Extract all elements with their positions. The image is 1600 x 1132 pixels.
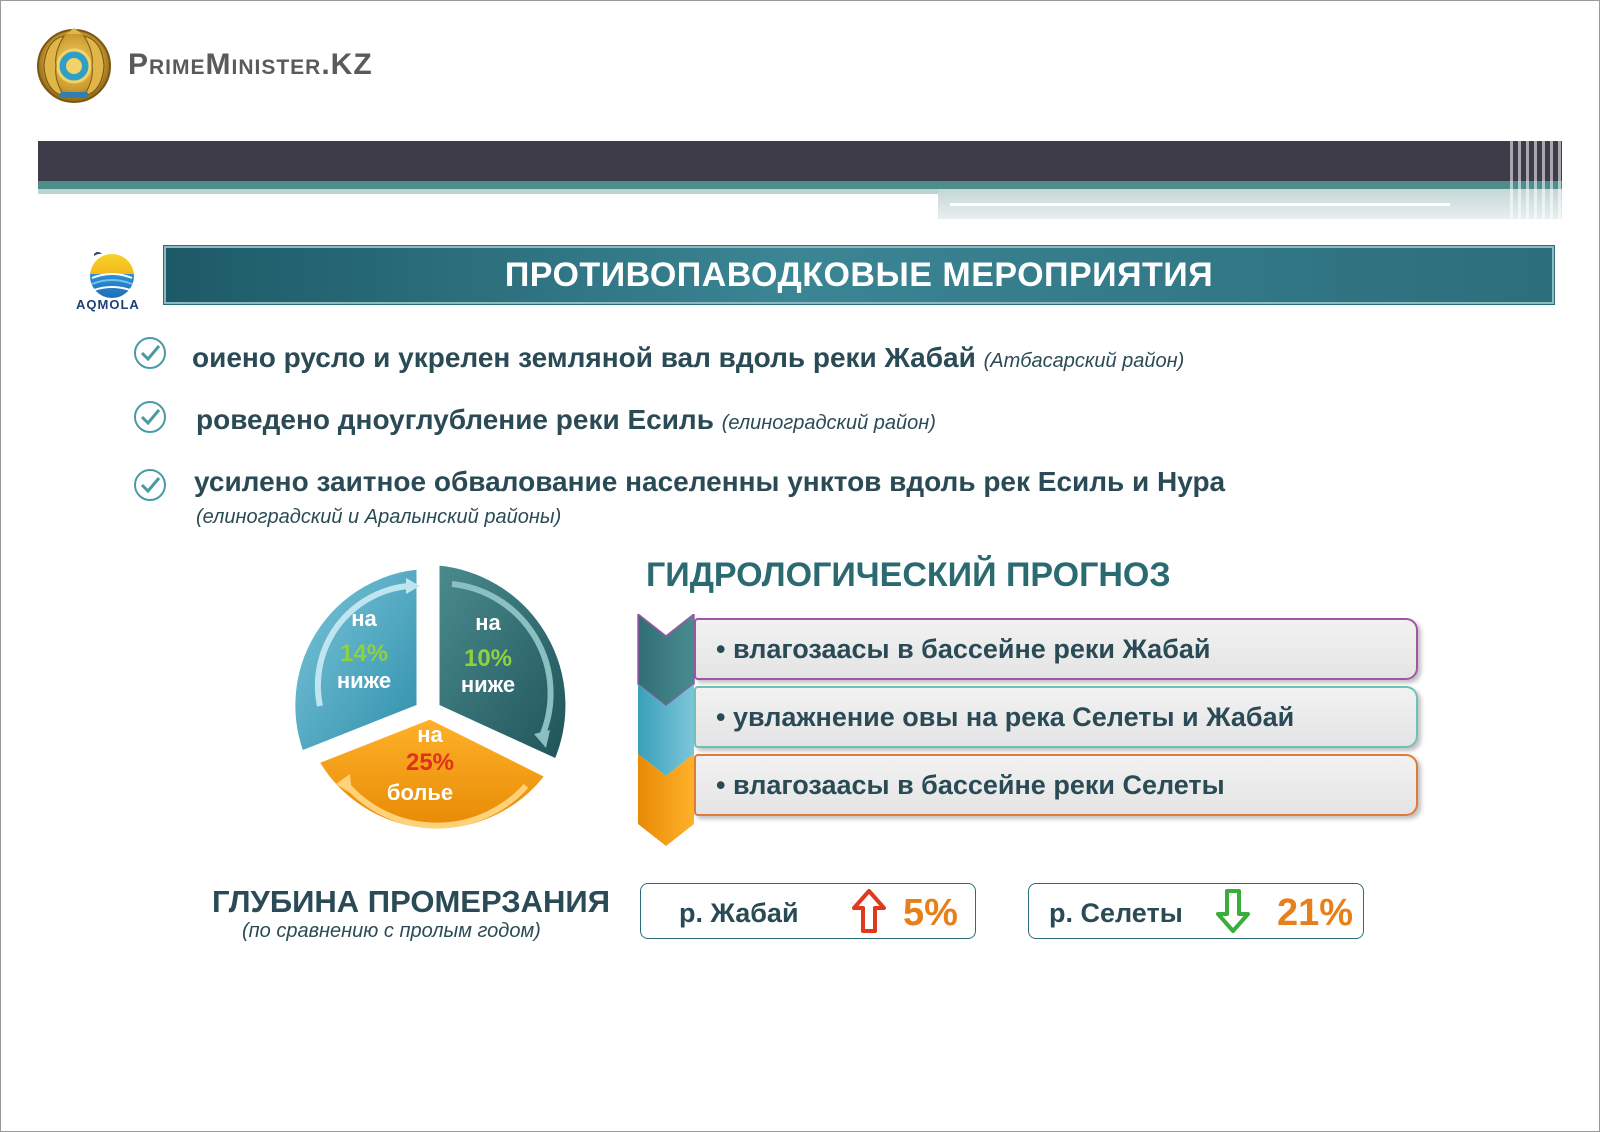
measure-note: (елиноградский и Аралынский районы) [196,506,562,528]
freezing-value: 5% [903,892,958,934]
header-band-line [950,203,1450,206]
forecast-item-3 [694,754,1418,816]
forecast-item-1 [694,618,1418,680]
freezing-title: ГЛУБИНА ПРОМЕРЗАНИЯ [212,884,610,919]
pie-label-2-suffix: ниже [460,672,516,697]
freezing-box-zhabai [640,883,976,939]
check-icon [133,400,167,434]
forecast-item-text: • увлажнение овы на река Селеты и Жабай [716,701,1295,732]
header-band [38,141,1562,181]
measure-note: (Атбасарский район) [983,350,1185,372]
freezing-river-name: р. Селеты [1049,898,1183,928]
freezing-box-selety [1028,883,1364,939]
pie-label-3-prefix: на [417,722,443,747]
forecast-pie-chart [280,556,600,856]
measure-text: оиено русло и укрелен земляной вал вдоль реки Жабай [192,342,976,373]
measure-note: (елиноградский район) [721,412,936,434]
arrow-down-icon [1215,888,1251,934]
header-band-accent [38,181,1562,189]
check-icon [133,336,167,370]
header-band-stripes [1510,141,1562,219]
arrow-up-icon [851,888,887,934]
pie-label-2-prefix: на [475,610,501,635]
aqmola-logo-text: AQMOLA [76,297,140,312]
measure-item-3 [194,466,1225,498]
pie-label-1-prefix: на [351,606,377,631]
freezing-subtitle: (по сравнению с пролым годом) [242,920,541,942]
page-title: ПРОТИВОПАВОДКОВЫЕ МЕРОПРИЯТИЯ [504,255,1214,294]
forecast-title: ГИДРОЛОГИЧЕСКИЙ ПРОГНОЗ [646,556,1171,594]
header-band-accent-light [38,189,938,194]
measure-text: роведено дноуглубление реки Есиль [196,404,714,435]
title-bar [164,246,1554,304]
pie-label-1-suffix: ниже [336,668,392,693]
measure-item-2 [196,404,936,436]
forecast-chevrons [636,614,696,854]
forecast-item-text: • влагозаасы в бассейне реки Жабай [716,633,1211,664]
measure-item-1 [192,342,1184,374]
measure-text: усилено заитное обвалование населенны унктов вдоль рек Есиль и Нура [194,466,1226,497]
check-icon [133,468,167,502]
pie-label-3-suffix: больe [386,780,454,805]
forecast-item-text: • влагозаасы в бассейне реки Селеты [716,769,1225,800]
freezing-river-name: р. Жабай [679,898,799,928]
forecast-item-2 [694,686,1418,748]
pie-label-3-value: 25% [405,749,455,776]
kazakhstan-emblem-icon [34,26,114,106]
brand-name: PrimeMinister.KZ [128,48,373,81]
pie-label-2-value: 10% [463,645,513,672]
pie-label-1-value: 14% [339,640,389,667]
freezing-value: 21% [1277,892,1354,934]
